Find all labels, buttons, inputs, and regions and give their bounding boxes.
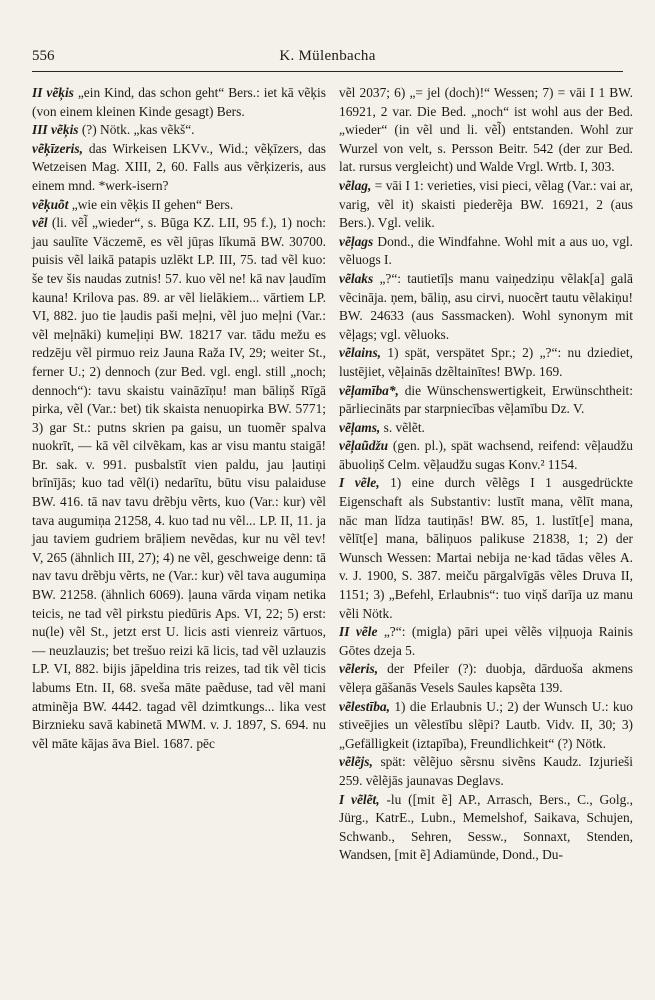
entry-headword: vẽlains,: [339, 345, 382, 361]
entry-body: s. vẽlẽt.: [380, 419, 425, 435]
running-title: K. Mülenbacha: [279, 48, 376, 64]
entry-body: „ein Kind, das schon geht“ Bers.: iet kā vẽķis (von einem kleinen Kinde gesagt) Bers.: [32, 85, 326, 119]
dictionary-entry: [339, 177, 633, 233]
entry-body: das Wirkeisen LKVv., Wid.; vẽķīzers, das Wetzeisen Mag. XIII, 2, 60. Falls aus vẽrķizeris, aus einem mnd. *werk-isern?: [32, 140, 326, 193]
dictionary-entry: [339, 233, 633, 270]
dictionary-entry: [339, 623, 633, 660]
page-number: 556: [32, 48, 55, 64]
dictionary-entry: [339, 660, 633, 697]
entry-body: (gen. pl.), spät wachsend, reifend: vẽļaudžu ābuoliņš Celm. vẽļaudžu sugas Konv.² 1154.: [339, 438, 633, 472]
entry-body: der Pfeiler (?): duobja, dārduoša akmens vẽleŗa gāšanās Vesels Saules kapsẽta 139.: [339, 661, 633, 695]
dictionary-entry: [339, 270, 633, 344]
entry-body: die Wünschenswertigkeit, Erwünschtheit: pārliecināts par starpniecības vẽļamību Dz. V.: [339, 382, 633, 417]
dictionary-entry: [339, 753, 633, 790]
entry-headword: vẽļags: [339, 233, 374, 249]
entry-headword: vẽķuõt: [32, 196, 69, 212]
dictionary-entry: [339, 698, 633, 754]
entry-body: vẽl 2037; 6) „= jel (doch)!“ Wessen; 7) = vāi I 1 BW. 16921, 2 var. Die Bed. „noch“ ist wohl aus der Bed. „wieder“ (in vẽl und li. vẽl̃) entstanden. Wohl zur Wurzel von velt, s. Persson Beitr. 542 (der zur Bed. lat. rursus vergleicht) und Walde Vrgl. Wrtb. I, 303.: [339, 85, 633, 175]
dictionary-entry: [339, 382, 633, 419]
dictionary-entry: [32, 121, 326, 140]
entry-headword: II vẽle: [339, 624, 378, 640]
entry-headword: vẽlẽjs,: [339, 754, 373, 770]
entry-headword: III vẽķis: [32, 122, 79, 138]
entry-body: (?) Nötk. „kas vẽkš“.: [78, 122, 195, 138]
dictionary-entry: [339, 344, 633, 381]
entry-headword: vẽl: [32, 215, 48, 231]
entry-headword: I vẽle,: [339, 475, 380, 491]
entry-headword: vẽleris,: [339, 661, 379, 677]
entry-body: „?“: (migla) pāri upei vẽlẽs viļņuoja Rainis Gōtes dzeja 5.: [339, 624, 633, 658]
entry-body: = vāi I 1: verieties, visi pieci, vẽlag (Var.: vai ar, varig, vẽl it) skaisti piederẽja BW. 16921, 2 (aus Bers.). Vgl. velik.: [339, 177, 633, 231]
entry-headword: I vẽlẽt,: [339, 791, 380, 807]
entry-headword: vẽķīzeris,: [32, 140, 83, 156]
dictionary-entry: [339, 791, 633, 865]
entry-body: 1) eine durch vẽlẽgs I 1 ausgedrückte Eigenschaft als Substantiv: lustīt mana, vẽlīt mana, nāc man līdza tautiņās! BW. 85, 1. lustīt[e] mana, vẽlīt[e] mana, bāliņuos palikuse 21838, 1; 2) der Wunsch Wessen: Martai nebija ne·kad tādas vẽles A. v. J. 1900, S. 387. meiču pārgalvīgās vẽles Druva II, 1151; 3) „Befehl, Erlaubnis“: tuo viņš darīja uz manu vẽli Nötk.: [339, 475, 633, 621]
dictionary-entry: [339, 474, 633, 623]
entry-body: „?“: tautietīļs manu vaiņedziņu vẽlak[a] galā vẽcināja. ņem, bāliņ, asu cirvi, nuocẽrt tautu vẽlakiņu! BW. 24633 (aus Sassmacken). Wohl synonym mit vẽļags; vgl. vẽluoks.: [339, 270, 633, 342]
left-column: [32, 84, 326, 753]
right-column: [339, 84, 633, 865]
dictionary-entry: [32, 196, 326, 215]
entry-headword: vẽļams,: [339, 419, 381, 435]
entry-headword: vẽlaks: [339, 270, 374, 286]
page-header: [32, 48, 623, 68]
entry-body: „wie ein vẽķis II gehen“ Bers.: [68, 196, 234, 212]
header-rule: [32, 71, 623, 72]
dictionary-entry: [339, 437, 633, 474]
dictionary-entry: [339, 419, 633, 438]
entry-headword: vẽļaũdžu: [339, 438, 389, 454]
dictionary-entry: [32, 140, 326, 196]
entry-headword: vẽlestība,: [339, 698, 390, 714]
entry-headword: vẽļamība*,: [339, 382, 399, 398]
entry-body: spät: vẽlẽjuo sẽrsnu sivẽns Kaudz. Izjurieši 259. vẽlẽjās jaunavas Deglavs.: [339, 754, 633, 788]
entry-headword: II vẽķis: [32, 85, 74, 100]
entry-body: 1) spät, verspätet Spr.; 2) „?“: nu dziediet, lustējiet, vẽļainās dzẽltainītes! BWp. 169.: [339, 345, 633, 379]
entry-body: 1) die Erlaubnis U.; 2) der Wunsch U.: kuo stiveējies un vẽlestību slẽpi? Lautb. Vidv. II, 30; 3) „Gefälligkeit (iztapība), Freundlichkeit“ (?) Nötk.: [339, 698, 633, 751]
dictionary-entry: [32, 214, 326, 753]
entry-body: -lu ([mit ẽ] AP., Arrasch, Bers., C., Golg., Jürg., KatrE., Lubn., Memelshof, Saikava, Schujen, Schwanb., Sehren, Sessw., Sonnaxt, Stenden, Wandsen, [mit ẽ] Adiamünde, Dond., Du-: [339, 791, 633, 863]
entry-body: Dond., die Windfahne. Wohl mit a aus uo, vgl. vẽluogs I.: [339, 233, 633, 268]
entry-body: (li. vẽl̃ „wieder“, s. Būga KZ. LII, 95 f.), 1) noch: jau saulīte Väczemē, es vẽl jūŗas līkumā BW. 30700. puisis vẽl laikā patapis uzlēkt LP. III, 75. tad vẽl kuo: še tev šis naudas zutnis! 57. kuo vẽl ne! kā nav ļaudīm kauna! Krilova pas. 89. ar vẽl lielākiem... vārtiem LP. VI, 882. juo tie ļaudis paši meļni, vẽl juo meļni (Var.: vẽl meļnāki) kumeļiņi BW. 18217 var. tādu mežu es redzēju vẽl pirmuo reiz Jauna Raža IV, 29; weiter St., ferner U.; 2) dennoch (zur Bed. vgl. engl. still „noch; dennoch“): tavu skaistu vaināzīņu! man bāliņš Rīgā pirka, vẽl (Var.: bet) tik skaista nenuopirka BW. 5771; 3) gar St.: putns skrien pa gaisu, un tuomẽr spalva nuokrīt, — kā vẽl cilvẽkam, kas ar visu mantu staigā! Br. sak. v. 991. pusbalstīt vien paldu, jau ļautiņi brīnījās; kuo tad vẽl(i) nedarītu, būtu visu palaiduse BW. 416. tā nav tavu drẽbju vẽrts, kuo (Var.: kur) vẽl tava augumiņa 21258, 4. kuo tad nu vẽl... LP. II, 11. ja jau taviem gudriem brāļiem nevẽdas, kur nu vẽl tev! V, 265 (ähnlich III, 27); 4) ne vẽl, geschweige denn: tā nav tavu drẽbju vẽrts, ne (Var.: kur) vẽl tava augumiņa BW. 21258. (ähnlich 6069). ļauna vārda viņam netika teicis, ne tad vẽl pirkstu piedūris Aps. VI, 22; 5) erst: nu(le) vẽl St., jetzt erst U. licis asti vienreiz vārtuos, — neuzlauzis; bet trešuo reizi kā licis, tad vẽl uzlauzis LP. VI, 882. bijis jāpeldina tris reizes, tad tik vẽl ticis labums Etn. II, 68. sveša māte paẽduse, tad vẽl mani atminẽja BW. 4442. tagad vẽl dzimtkungs... lika vest Birznieku savā kabinetā MWM. v. J. 1897, S. 694. nu vẽl māte kājas āva Biel. 1687. pēc: [32, 215, 326, 751]
entry-headword: vẽlag,: [339, 177, 372, 193]
dictionary-entry: [339, 84, 633, 177]
dictionary-entry: [32, 84, 326, 121]
